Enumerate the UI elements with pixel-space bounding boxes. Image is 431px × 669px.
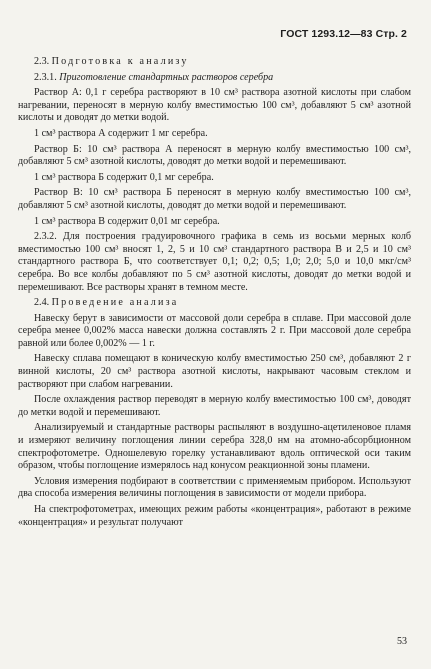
paragraph-measurement: Анализируемый и стандартные растворы распыляют в воздушно-ацетиленовое пламя и измеряют величину поглощения линии серебра 328,0 нм на атомно-абсорбционном спектрофотометре. Одношелевую горелку устанавливают вдоль оптической оси таким образом, чтобы поглощение измерялось над конусом реакционной зоны пламени. [18,422,411,472]
section-title: Подготовка к анализу [51,56,189,67]
paragraph-calibration: 2.3.2. Для построения градуировочного графика в семь из восьми мерных колб вместимостью 100 см³ вносят 1, 2, 5 и 10 см³ стандартного раствора В и 2,5 и 10 см³ стандартного раствора Б, что соответствует 0,1; 0,2; 0,5; 1,0; 2,0; 5,0 и 10,0 мкг/см³ серебра. Во все колбы добавляют по 5 см³ азотной кислоты, доводят до метки водой и перемешивают. Все растворы хранят в темном месте. [18,231,411,293]
section-number: 2.3. [34,56,50,67]
section-2-4-heading [18,297,411,310]
paragraph-concentration-mode: На спектрофотометрах, имеющих режим работы «концентрация», работают в режиме «концентрация» и результат получают [18,504,411,528]
section-title: Приготовление стандартных растворов серебра [59,71,274,83]
paragraph-sample-mass: Навеску берут в зависимости от массовой доли серебра в сплаве. При массовой доле серебра менее 0,002% масса навески должна составлять 2 г. При массовой доле серебра равной или более 0,002% — 1 г. [18,312,411,349]
paragraph-solution-b-content: 1 см³ раствора Б содержит 0,1 мг серебра. [34,171,214,183]
paragraph-solution-c: Раствор В: 10 см³ раствора Б переносят в мерную колбу вместимостью 100 см³, добавляют 5 см³ азотной кислоты, доводят до метки водой и перемешивают. [18,187,411,211]
section-number: 2.3.1. [34,71,57,83]
paragraph-solution-b: Раствор Б: 10 см³ раствора А переносят в мерную колбу вместимостью 100 см³, добавляют 5 см³ азотной кислоты, доводят до метки водой и перемешивают. [18,143,411,168]
paragraph-dissolution: Навеску сплава помещают в коническую колбу вместимостью 250 см³, добавляют 2 г винной кислоты, 20 см³ раствора азотной кислоты, накрывают часовым стеклом и растворяют при слабом нагревании. [18,353,411,390]
page-number: 53 [397,636,407,647]
paragraph-conditions: Условия измерения подбирают в соответствии с применяемым прибором. Используют два способа измерения величины поглощения в зависимости от модели прибора. [18,475,411,500]
paragraph-solution-a: Раствор А: 0,1 г серебра растворяют в 10 см³ раствора азотной кислоты при слабом нагревании, переносят в мерную колбу вместимостью 100 см³, добавляют 5 см³ азотной кислоты и доводят до метки водой. [18,87,411,124]
section-number: 2.4. [34,297,50,309]
page-header: ГОСТ 1293.12—83 Стр. 2 [280,28,407,40]
paragraph-dilution: После охлаждения раствор переводят в мерную колбу вместимостью 100 см³, доводят до метки водой и перемешивают. [18,394,411,418]
section-title: Проведение анализа [51,297,179,309]
paragraph-solution-a-content: 1 см³ раствора А содержит 1 мг серебра. [34,127,208,139]
section-2-3-heading [18,56,411,69]
section-2-3-1-heading [18,72,411,85]
page-content [18,56,411,532]
paragraph-solution-c-content: 1 см³ раствора В содержит 0,01 мг серебра. [34,215,220,227]
